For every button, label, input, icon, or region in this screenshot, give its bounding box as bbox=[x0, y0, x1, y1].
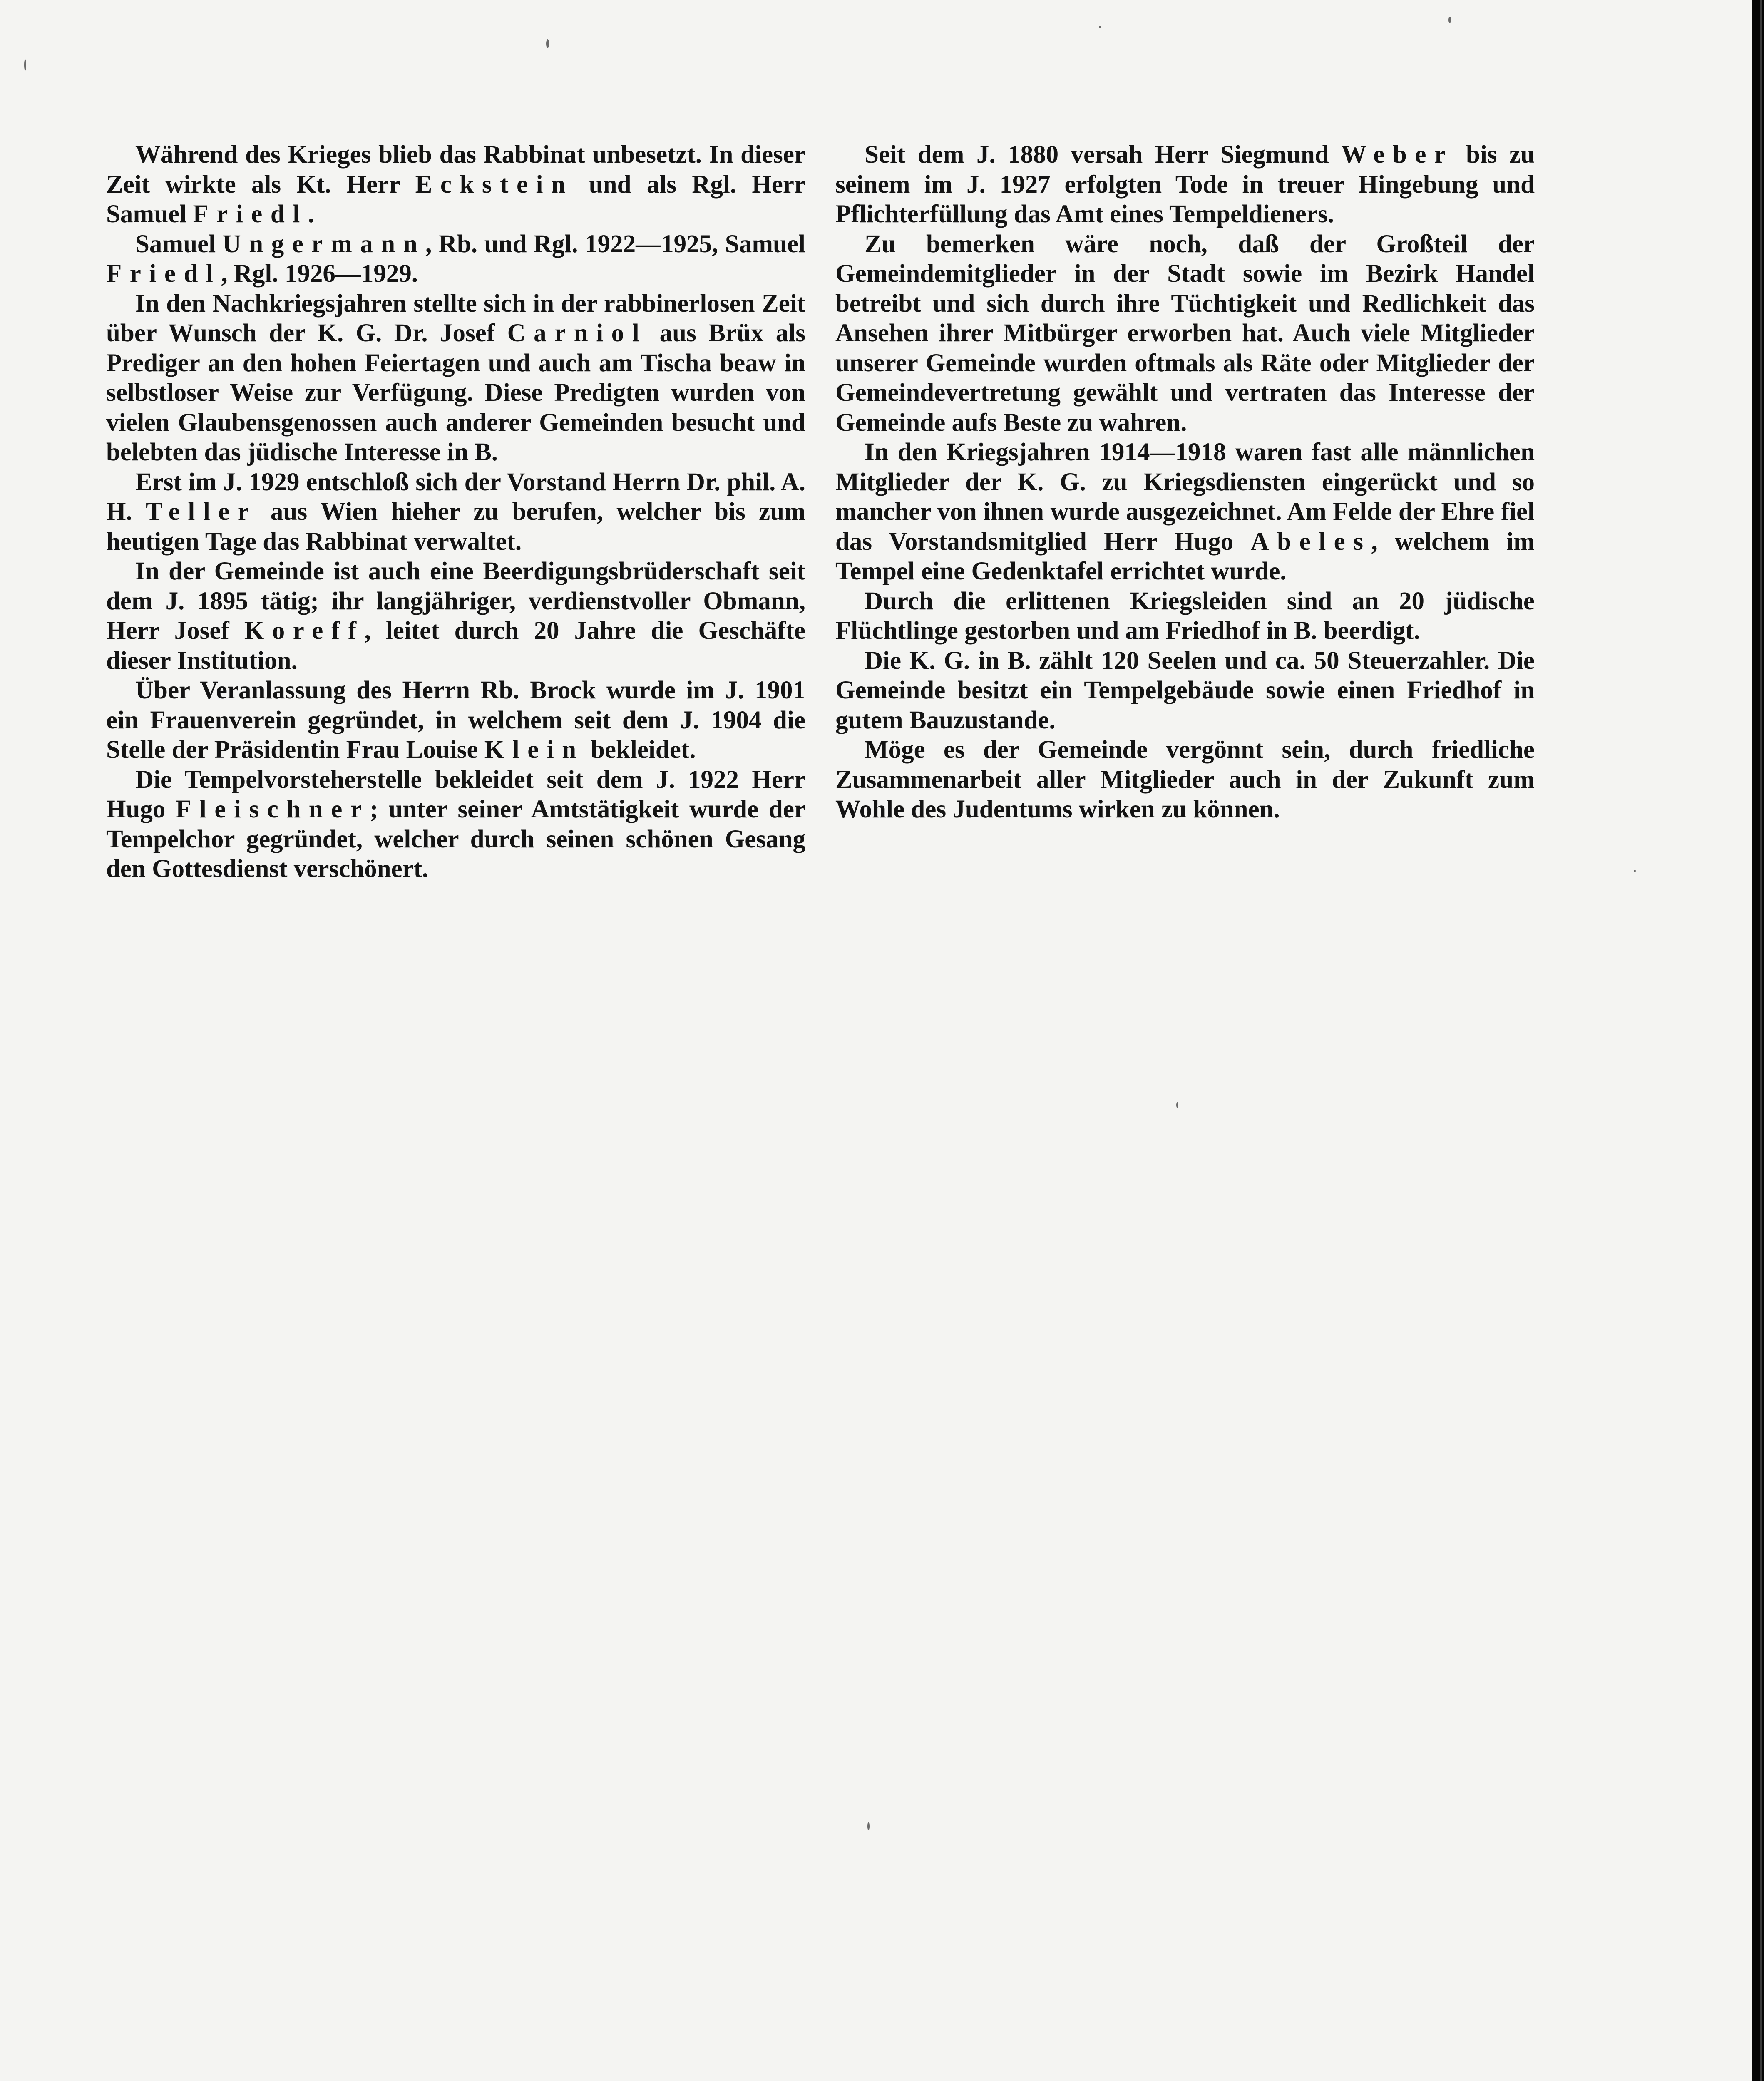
paragraph: Über Veranlassung des Herrn Rb. Brock wurde im J. 1901 ein Frauenverein gegründet, in welchem seit dem J. 1904 die Stelle der Präsidentin Frau Louise Klein bekleidet. bbox=[106, 676, 805, 764]
dust-speck bbox=[546, 39, 549, 48]
person-name: Eckstein bbox=[415, 170, 574, 199]
person-name: Friedl bbox=[193, 200, 308, 228]
person-name: Klein bbox=[484, 736, 584, 764]
dust-speck bbox=[24, 59, 26, 71]
paragraph: Während des Krieges blieb das Rabbinat unbesetzt. In dieser Zeit wirkte als Kt. Herr Eckstein und als Rgl. Herr Samuel Friedl. bbox=[106, 141, 805, 228]
person-name: Carniol bbox=[507, 319, 648, 347]
person-name: Fleischner bbox=[176, 795, 370, 823]
paragraph: Samuel Ungermann, Rb. und Rgl. 1922—1925, Samuel Friedl, Rgl. 1926—1929. bbox=[106, 230, 805, 288]
person-name: Abeles bbox=[1250, 527, 1371, 556]
paragraph: In der Gemeinde ist auch eine Beerdigungsbrüderschaft seit dem J. 1895 tätig; ihr langjähriger, verdienstvoller Obmann, Herr Josef Koreff, leitet durch 20 Jahre die Geschäfte dieser Institution. bbox=[106, 557, 805, 675]
paragraph: In den Kriegsjahren 1914—1918 waren fast alle männlichen Mitglieder der K. G. zu Kriegsdiensten eingerückt und so mancher von ihnen wurde ausgezeichnet. Am Felde der Ehre fiel das Vorstandsmitglied Herr Hugo Abeles, welchem im Tempel eine Gedenktafel errichtet wurde. bbox=[835, 438, 1535, 585]
person-name: Weber bbox=[1341, 141, 1454, 169]
paragraph: Zu bemerken wäre noch, daß der Großteil der Gemeindemitglieder in der Stadt sowie im Bezirk Handel betreibt und sich durch ihre Tüchtigkeit und Redlichkeit das Ansehen ihrer Mitbürger erworben hat. Auch viele Mitglieder unserer Gemeinde wurden oftmals als Räte oder Mitglieder der Gemeindevertretung gewählt und vertraten das Interesse der Gemeinde aufs Beste zu wahren. bbox=[835, 230, 1535, 437]
person-name: Teller bbox=[146, 498, 257, 526]
dust-speck bbox=[1634, 870, 1636, 872]
paragraph: Seit dem J. 1880 versah Herr Siegmund Weber bis zu seinem im J. 1927 erfolgten Tode in treuer Hingebung und Pflichterfüllung das Amt eines Tempeldieners. bbox=[835, 141, 1535, 228]
paragraph: Erst im J. 1929 entschloß sich der Vorstand Herrn Dr. phil. A. H. Teller aus Wien hieher zu berufen, welcher bis zum heutigen Tage das Rabbinat verwaltet. bbox=[106, 468, 805, 556]
text-column-left bbox=[106, 140, 805, 884]
scan-edge bbox=[1752, 0, 1764, 2081]
person-name: Koreff bbox=[244, 617, 365, 645]
dust-speck bbox=[1099, 26, 1101, 28]
dust-speck bbox=[867, 1822, 870, 1830]
paragraph: Die K. G. in B. zählt 120 Seelen und ca. 50 Steuerzahler. Die Gemeinde besitzt ein Tempelgebäude sowie einen Friedhof in gutem Bauzustande. bbox=[835, 646, 1535, 734]
person-name: Friedl bbox=[106, 260, 221, 288]
dust-speck bbox=[1448, 17, 1451, 23]
scan-edge-glint bbox=[1760, 0, 1762, 2081]
paragraph: In den Nachkriegsjahren stellte sich in der rabbinerlosen Zeit über Wunsch der K. G. Dr. Josef Carniol aus Brüx als Prediger an den hohen Feiertagen und auch am Tischa beaw in selbstloser Weise zur Verfügung. Diese Predigten wurden von vielen Glaubensgenossen auch anderer Gemeinden besucht und belebten das jüdische Interesse in B. bbox=[106, 289, 805, 466]
paragraph: Durch die erlittenen Kriegsleiden sind an 20 jüdische Flüchtlinge gestorben und am Friedhof in B. beerdigt. bbox=[835, 587, 1535, 645]
person-name: Ungermann bbox=[222, 230, 426, 258]
dust-speck bbox=[1176, 1102, 1178, 1108]
text-column-right bbox=[835, 140, 1535, 824]
paragraph: Die Tempelvorsteherstelle bekleidet seit dem J. 1922 Herr Hugo Fleischner; unter seiner Amtstätigkeit wurde der Tempelchor gegründet, welcher durch seinen schönen Gesang den Gottesdienst verschönert. bbox=[106, 765, 805, 883]
paragraph: Möge es der Gemeinde vergönnt sein, durch friedliche Zusammenarbeit aller Mitglieder auch in der Zukunft zum Wohle des Judentums wirken zu können. bbox=[835, 736, 1535, 823]
